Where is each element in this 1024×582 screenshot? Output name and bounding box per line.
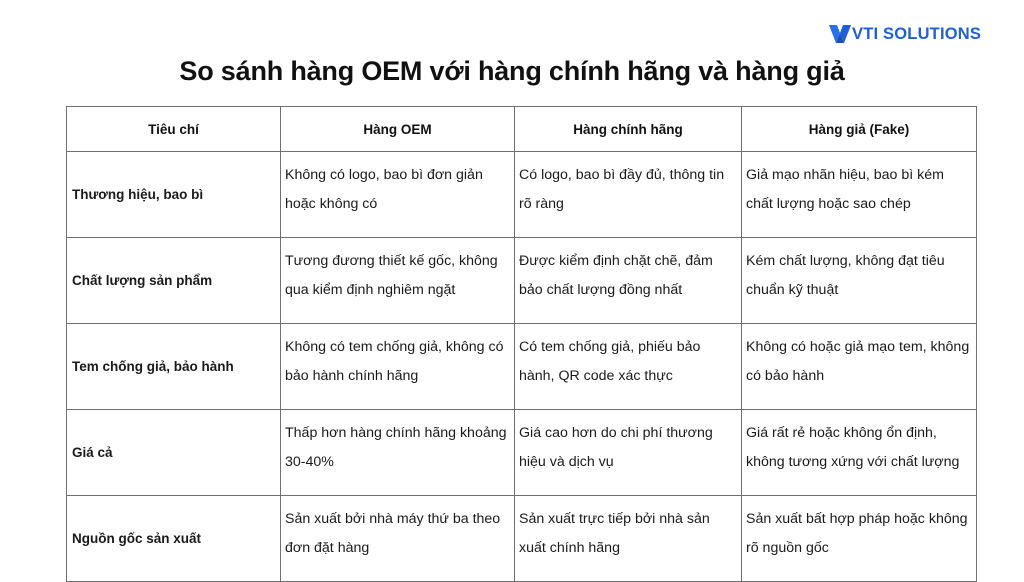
table-row [67, 238, 977, 324]
table-cell: Sản xuất trực tiếp bởi nhà sản xuất chính hãng [515, 496, 742, 582]
table-cell: Sản xuất bởi nhà máy thứ ba theo đơn đặt hàng [281, 496, 515, 582]
criterion-cell: Chất lượng sản phẩm [67, 238, 281, 324]
comparison-table [66, 106, 977, 582]
column-header: Hàng OEM [281, 107, 515, 152]
brand-name: VTI SOLUTIONS [852, 24, 982, 43]
table-cell: Có logo, bao bì đầy đủ, thông tin rõ ràng [515, 152, 742, 238]
table-row [67, 410, 977, 496]
vti-logo-icon [829, 24, 851, 44]
column-header: Hàng chính hãng [515, 107, 742, 152]
column-header: Hàng giả (Fake) [742, 107, 977, 152]
table-cell: Giá rất rẻ hoặc không ổn định, không tương xứng với chất lượng [742, 410, 977, 496]
column-header: Tiêu chí [67, 107, 281, 152]
criterion-cell: Tem chống giả, bảo hành [67, 324, 281, 410]
table-row [67, 496, 977, 582]
table-cell: Kém chất lượng, không đạt tiêu chuẩn kỹ thuật [742, 238, 977, 324]
criterion-cell: Nguồn gốc sản xuất [67, 496, 281, 582]
brand-logo [829, 24, 981, 44]
table-cell: Không có logo, bao bì đơn giản hoặc không có [281, 152, 515, 238]
table-cell: Giá cao hơn do chi phí thương hiệu và dịch vụ [515, 410, 742, 496]
table-header-row [67, 107, 977, 152]
table-row [67, 152, 977, 238]
table-cell: Có tem chống giả, phiếu bảo hành, QR code xác thực [515, 324, 742, 410]
criterion-cell: Thương hiệu, bao bì [67, 152, 281, 238]
page-title: So sánh hàng OEM với hàng chính hãng và hàng giả [179, 56, 845, 86]
table-cell: Không có tem chống giả, không có bảo hành chính hãng [281, 324, 515, 410]
table-cell: Được kiểm định chặt chẽ, đảm bảo chất lượng đồng nhất [515, 238, 742, 324]
table-cell: Không có hoặc giả mạo tem, không có bảo hành [742, 324, 977, 410]
table-cell: Tương đương thiết kế gốc, không qua kiểm định nghiêm ngặt [281, 238, 515, 324]
table-cell: Sản xuất bất hợp pháp hoặc không rõ nguồn gốc [742, 496, 977, 582]
table-cell: Thấp hơn hàng chính hãng khoảng 30-40% [281, 410, 515, 496]
criterion-cell: Giá cả [67, 410, 281, 496]
table-cell: Giả mạo nhãn hiệu, bao bì kém chất lượng hoặc sao chép [742, 152, 977, 238]
table-row [67, 324, 977, 410]
